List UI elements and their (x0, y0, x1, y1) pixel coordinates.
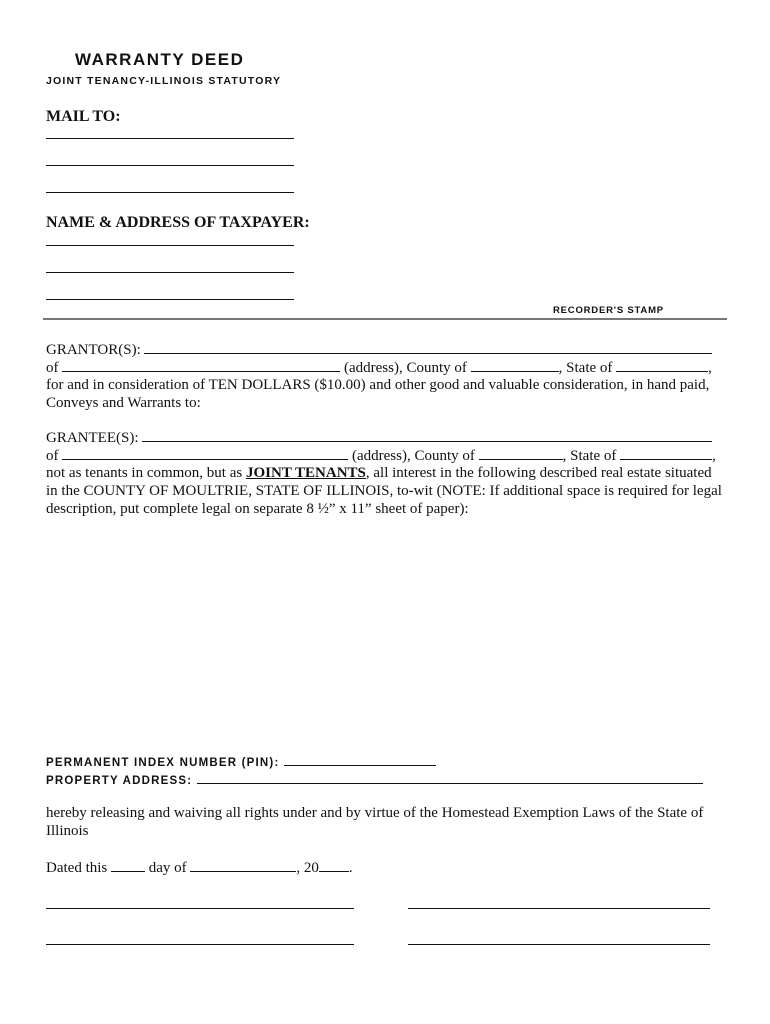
grantee-address-county-text: (address), County of (352, 448, 475, 464)
legal-description-note: description, put complete legal on separate 8 ½” x 11” sheet of paper): (46, 501, 469, 517)
pin-field[interactable] (284, 754, 436, 766)
month-field[interactable] (190, 858, 296, 872)
tenancy-line (46, 464, 712, 482)
grantee-line (46, 428, 712, 447)
section-divider (43, 318, 727, 320)
consideration-text: for and in consideration of TEN DOLLARS ($10.00) and other good and valuable consideration, in hand paid, (46, 377, 710, 393)
tenancy-post-text: , all interest in the following described real estate situated (365, 465, 712, 481)
property-address-line (46, 772, 703, 787)
dated-this-text: Dated this (46, 860, 108, 876)
grantor-state-of-text: , State of (558, 360, 613, 376)
year-field[interactable] (319, 858, 349, 872)
day-field[interactable] (111, 858, 145, 872)
signature-line-right-2[interactable] (408, 944, 710, 945)
county-text: in the COUNTY OF MOULTRIE, STATE OF ILLINOIS, to-wit (NOTE: If additional space is required for legal (46, 483, 722, 499)
year-prefix-text: , 20 (296, 860, 319, 876)
grantor-county-field[interactable] (471, 358, 559, 372)
grantee-state-of-text: , State of (562, 448, 617, 464)
pin-line (46, 754, 436, 769)
day-of-text: day of (148, 860, 187, 876)
grantee-label: GRANTEE(S): (46, 430, 139, 446)
taxpayer-line-3[interactable] (46, 299, 294, 300)
mail-to-line-1[interactable] (46, 138, 294, 139)
signature-line-left-2[interactable] (46, 944, 354, 945)
signature-line-left-1[interactable] (46, 908, 354, 909)
grantor-label: GRANTOR(S): (46, 342, 141, 358)
taxpayer-label: NAME & ADDRESS OF TAXPAYER: (46, 214, 310, 231)
tenancy-pre-text: not as tenants in common, but as (46, 465, 243, 481)
mail-to-line-3[interactable] (46, 192, 294, 193)
document-subtitle: JOINT TENANCY-ILLINOIS STATUTORY (46, 75, 282, 87)
mail-to-line-2[interactable] (46, 165, 294, 166)
recorders-stamp-label: RECORDER'S STAMP (553, 305, 664, 316)
homestead-text-line-1: hereby releasing and waiving all rights under and by virtue of the Homestead Exemption Laws of the State of (46, 805, 704, 821)
grantor-line (46, 340, 712, 359)
pin-label: PERMANENT INDEX NUMBER (PIN): (46, 757, 280, 769)
homestead-text-line-2: Illinois (46, 823, 89, 839)
dated-period: . (348, 860, 353, 876)
property-address-label: PROPERTY ADDRESS: (46, 775, 193, 787)
taxpayer-line-2[interactable] (46, 272, 294, 273)
grantee-address-line (46, 446, 716, 465)
dated-line (46, 858, 353, 877)
grantor-comma: , (708, 360, 712, 376)
property-address-field[interactable] (197, 772, 703, 784)
grantee-name-field[interactable] (142, 428, 712, 442)
grantor-of: of (46, 360, 59, 376)
grantor-state-field[interactable] (616, 358, 708, 372)
grantee-county-field[interactable] (479, 446, 563, 460)
grantee-comma: , (712, 448, 716, 464)
grantor-address-line (46, 358, 712, 377)
conveys-text: Conveys and Warrants to: (46, 395, 201, 411)
taxpayer-line-1[interactable] (46, 245, 294, 246)
grantee-state-field[interactable] (620, 446, 712, 460)
grantee-of: of (46, 448, 59, 464)
mail-to-label: MAIL TO: (46, 108, 121, 125)
joint-tenants-text: JOINT TENANTS (245, 465, 366, 481)
grantee-address-field[interactable] (62, 446, 348, 460)
document-title: WARRANTY DEED (75, 50, 245, 69)
grantor-address-field[interactable] (62, 358, 340, 372)
grantor-address-county-text: (address), County of (344, 360, 467, 376)
legal-description-area[interactable] (46, 525, 726, 745)
grantor-name-field[interactable] (144, 340, 712, 354)
signature-line-right-1[interactable] (408, 908, 710, 909)
